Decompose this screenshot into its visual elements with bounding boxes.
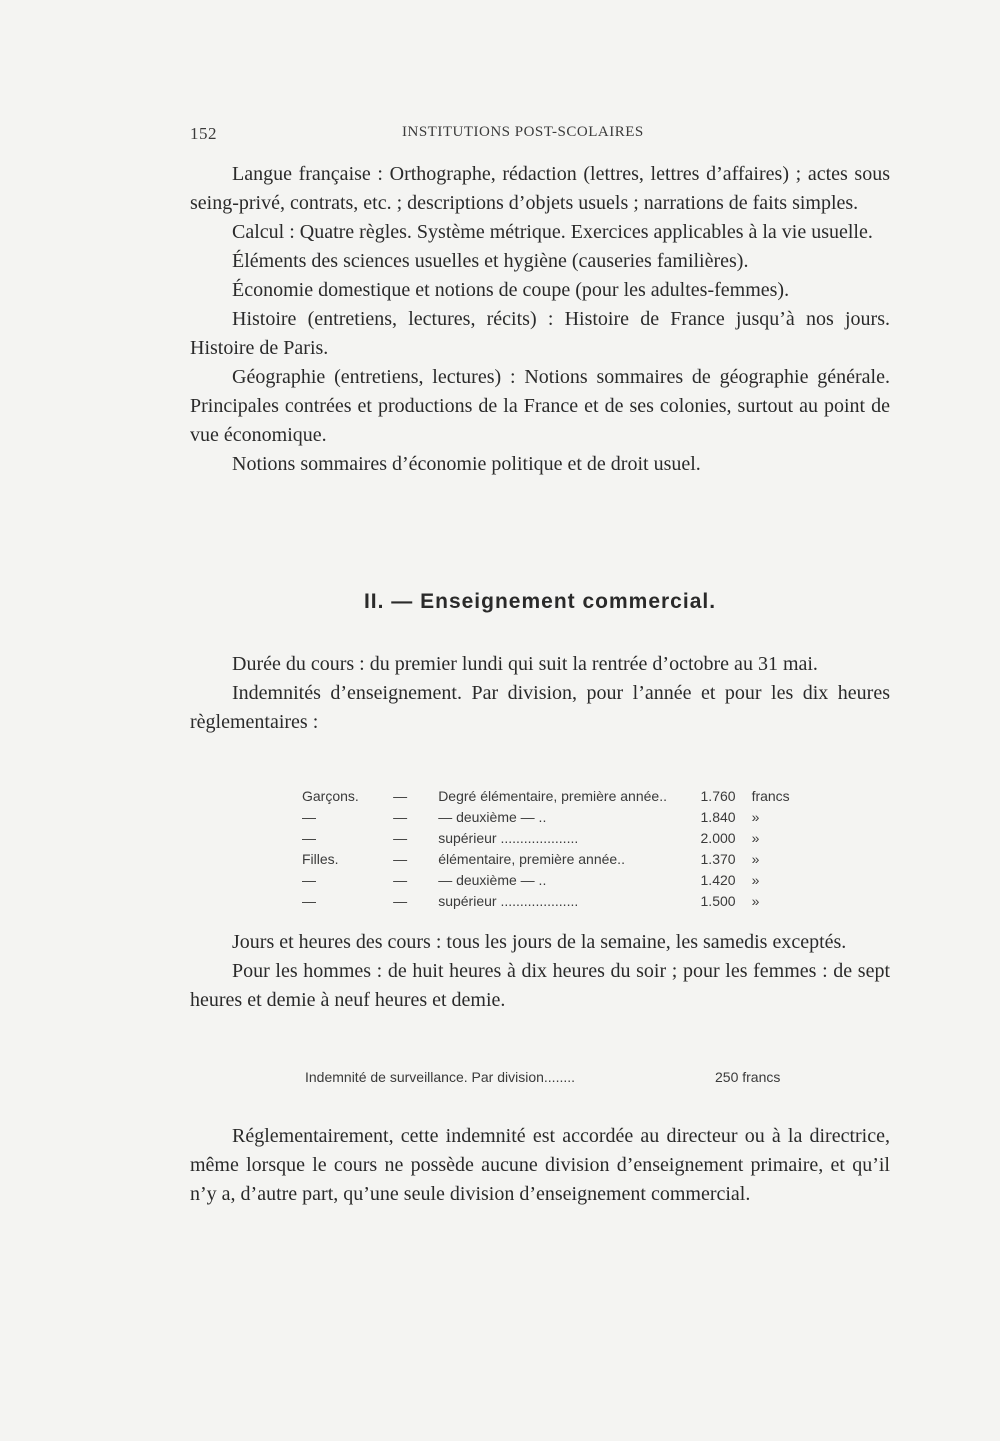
description-cell: — deuxième — ..: [438, 871, 547, 888]
paragraph: Calcul : Quatre règles. Système métrique. Exercices applicables à la vie usuelle.: [232, 221, 873, 243]
page-number: 152: [190, 124, 217, 143]
paragraph: Réglementairement, cette indemnité est accordée au directeur ou à la directrice, même lorsque le cours ne possède aucune division d’enseignement primaire, et qu’il n’y a, d’autre part, qu’une seule division d’enseignement commercial.: [190, 1125, 890, 1205]
category-cell: Filles.: [302, 850, 339, 867]
indemnity-table: [298, 785, 818, 911]
description-cell: élémentaire, première année..: [438, 850, 625, 867]
unit-cell: »: [751, 892, 760, 909]
description-cell: Degré élémentaire, première année..: [438, 787, 667, 804]
table-row: [298, 806, 818, 827]
category-cell: —: [302, 871, 316, 888]
amount-cell: 1.760: [700, 787, 736, 804]
dash-cell: —: [393, 892, 408, 909]
schedule-section: [190, 928, 890, 1015]
category-cell: —: [302, 829, 316, 846]
unit-cell: »: [751, 850, 760, 867]
dash-cell: —: [393, 787, 408, 804]
surveillance-amount: 250 francs: [715, 1069, 781, 1085]
paragraph: Notions sommaires d’économie politique et de droit usuel.: [232, 453, 701, 475]
table-row: [298, 890, 818, 911]
table-row: [298, 848, 818, 869]
course-duration-section: [190, 650, 890, 737]
regulation-section: [190, 1122, 890, 1209]
unit-cell: »: [751, 829, 760, 846]
table-row: [298, 827, 818, 848]
amount-cell: 1.420: [700, 871, 736, 888]
unit-cell: francs: [751, 787, 790, 804]
category-cell: Garçons.: [302, 787, 359, 804]
table-row: [298, 785, 818, 806]
unit-cell: »: [751, 808, 760, 825]
surveillance-indemnity-line: [305, 1069, 825, 1085]
paragraph: Durée du cours : du premier lundi qui suit la rentrée d’octobre au 31 mai.: [232, 653, 818, 675]
dash-cell: —: [393, 871, 408, 888]
description-cell: — deuxième — ..: [438, 808, 547, 825]
curriculum-section: [190, 160, 890, 479]
dash-cell: —: [393, 829, 408, 846]
unit-cell: »: [751, 871, 760, 888]
paragraph: Éléments des sciences usuelles et hygiène (causeries familières).: [232, 250, 749, 272]
description-cell: supérieur ....................: [438, 829, 579, 846]
section-heading: II. — Enseignement commercial.: [363, 590, 717, 613]
table-row: [298, 869, 818, 890]
dash-cell: —: [393, 850, 408, 867]
paragraph: Histoire (entretiens, lectures, récits) : Histoire de France jusqu’à nos jours. Histoire de Paris.: [190, 308, 890, 359]
amount-cell: 1.370: [700, 850, 736, 867]
paragraph: Pour les hommes : de huit heures à dix heures du soir ; pour les femmes : de sept heures et demie à neuf heures et demie.: [190, 960, 890, 1011]
paragraph: Jours et heures des cours : tous les jours de la semaine, les samedis exceptés.: [232, 931, 847, 953]
amount-cell: 1.500: [700, 892, 736, 909]
paragraph: Économie domestique et notions de coupe (pour les adultes-femmes).: [232, 279, 790, 301]
description-cell: supérieur ....................: [438, 892, 579, 909]
amount-cell: 2.000: [700, 829, 736, 846]
dash-cell: —: [393, 808, 408, 825]
category-cell: —: [302, 808, 316, 825]
surveillance-label: Indemnité de surveillance. Par division........: [305, 1069, 576, 1085]
paragraph: Indemnités d’enseignement. Par division, pour l’année et pour les dix heures règlementaires :: [190, 682, 890, 733]
paragraph: Langue française : Orthographe, rédaction (lettres, lettres d’affaires) ; actes sous seing-privé, contrats, etc. ; descriptions d’objets usuels ; narrations de faits simples.: [190, 163, 890, 214]
category-cell: —: [302, 892, 316, 909]
running-head: INSTITUTIONS POST-SCOLAIRES: [402, 124, 644, 140]
amount-cell: 1.840: [700, 808, 736, 825]
paragraph: Géographie (entretiens, lectures) : Notions sommaires de géographie générale. Principales contrées et productions de la France et de ses colonies, surtout au point de vue économique.: [190, 366, 890, 446]
page-header: [190, 124, 890, 148]
